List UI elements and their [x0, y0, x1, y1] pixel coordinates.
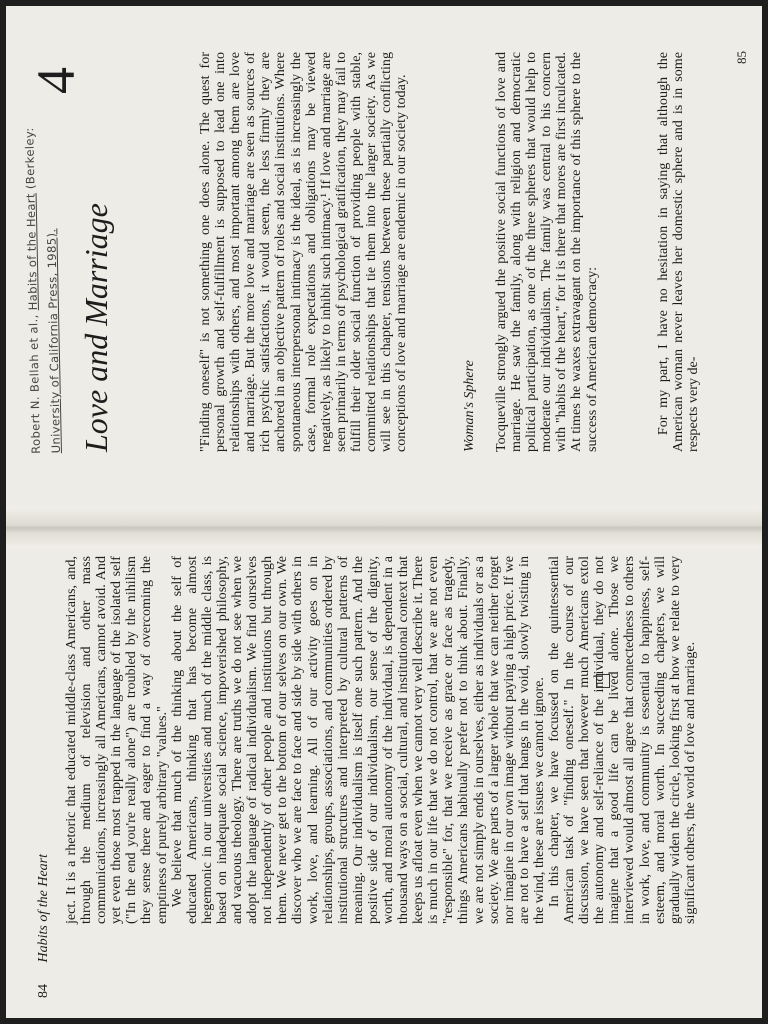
- intro-paragraph: "Finding oneself" is not something one does alone. The quest for personal growth and self-fulfillment is supposed to lead one into relationships with others, and most important among them are love and marriage. But the more love and marriage are seen as sources of rich psychic satisfactions, it would seem, the less firmly they are anchored in an objective pattern of roles and social institutions. Where spontaneous interpersonal intimacy is the ideal, as is increasingly the case, formal role expectations and obligations may be viewed negatively, as likely to inhibit such intimacy.¹ If love and marriage are seen primarily in terms of psychological gratification, they may fail to fulfill their older social function of providing people with stable, committed relationships that tie them into the larger society. As we will see in this chapter, tensions between these partially conflicting conceptions of love and marriage are endemic in our society today.: [197, 52, 410, 452]
- rotated-spread: [6, 6, 762, 1018]
- page-number-right: 85: [734, 51, 749, 64]
- handwritten-book-title: Habits of the Heart: [23, 192, 40, 311]
- page-number-left: 84: [36, 984, 51, 998]
- paragraph: In this chapter, we have focussed on the quintessential American task of "finding oneself." In the course of our discussion, we have seen that however much Americans extol the autonomy and self-reliance of the individual, they do not imagine that a good life can be lived alone. Those we interviewed would almost all agree that connectedness to others in work, love, and community is essential to happiness, self-esteem, and moral worth. In succeeding chapters, we will gradually widen the circle, looking first at how we relate to very significant others, the world of love and marriage.: [546, 556, 698, 924]
- section-text: [494, 52, 600, 452]
- left-page: [6, 536, 762, 1018]
- chapter-title: Love and Marriage: [78, 203, 114, 452]
- handwritten-citation: [17, 33, 66, 454]
- handwritten-line-2: University of California Press, 1985).: [44, 228, 63, 454]
- intro-text: [198, 52, 409, 452]
- paragraph-continued: ject. It is a rhetoric that educated middle-class Americans, and, through the medium of television and other mass communications, increasingly all Americans, cannot avoid. And yet even those most trapped in the language of the isolated self ("In the end you're really alone") are troubled by the nihilism they sense there and eager to find a way of overcoming the emptiness of purely arbitrary "values.": [63, 556, 170, 924]
- chapter-number: 4: [26, 67, 86, 94]
- section-heading: Woman's Sphere: [462, 360, 477, 452]
- left-page-body: [63, 556, 698, 924]
- running-head: [36, 854, 52, 998]
- running-head-title: Habits of the Heart: [36, 854, 51, 963]
- quote-text: [656, 52, 701, 452]
- paragraph: We believe that much of the thinking about the self of educated Americans, thinking that has become almost hegemonic in our universities and much of the middle class, is based on inadequate social science, impoverished philosophy, and vacuous theology. There are truths we do not see when we adopt the language of radical individualism. We find ourselves not independently of other people and institutions but through them. We never get to the bottom of our selves on our own. We discover who we are face to face and side by side with others in work, love, and learning. All of our activity goes on in relationships, groups, associations, and communities ordered by institutional structures and interpreted by cultural patterns of meaning. Our individualism is itself one such pattern. And the positive side of our individualism, our sense of the dignity, worth, and moral autonomy of the individual, is dependent in a thousand ways on a social, cultural, and institutional context that keeps us afloat even when we cannot very well describe it. There is much in our life that we do not control, that we are not even "responsible" for, that we receive as grace or face as tragedy, things Americans habitually prefer not to think about. Finally, we are not simply ends in ourselves, either as individuals or as a society. We are parts of a larger whole that we can neither forget nor imagine in our own image without paying a high price. If we are not to have a self that hangs in the void, slowly twisting in the wind, these are issues we cannot ignore.: [168, 556, 547, 924]
- scanned-book-spread: [6, 6, 762, 1018]
- handwritten-line-1: Robert N. Bellah et al., Habits of the Heart (Berkeley:: [22, 127, 43, 454]
- section-paragraph: Tocqueville strongly argued the positive social functions of love and marriage. He saw the family, along with religion and democratic political participation, as one of the three spheres that would help to moderate our individualism. The family was central to his concern with "habits of the heart," for it is there that mores are first inculcated. At times he waxes extravagant on the importance of this sphere to the success of American democracy:: [493, 52, 600, 452]
- checkbox-mark: [596, 674, 610, 688]
- right-page: [6, 6, 762, 492]
- quote-paragraph: For my part, I have no hesitation in saying that although the American woman never leaves her domestic sphere and is in some respects very de-: [655, 52, 702, 452]
